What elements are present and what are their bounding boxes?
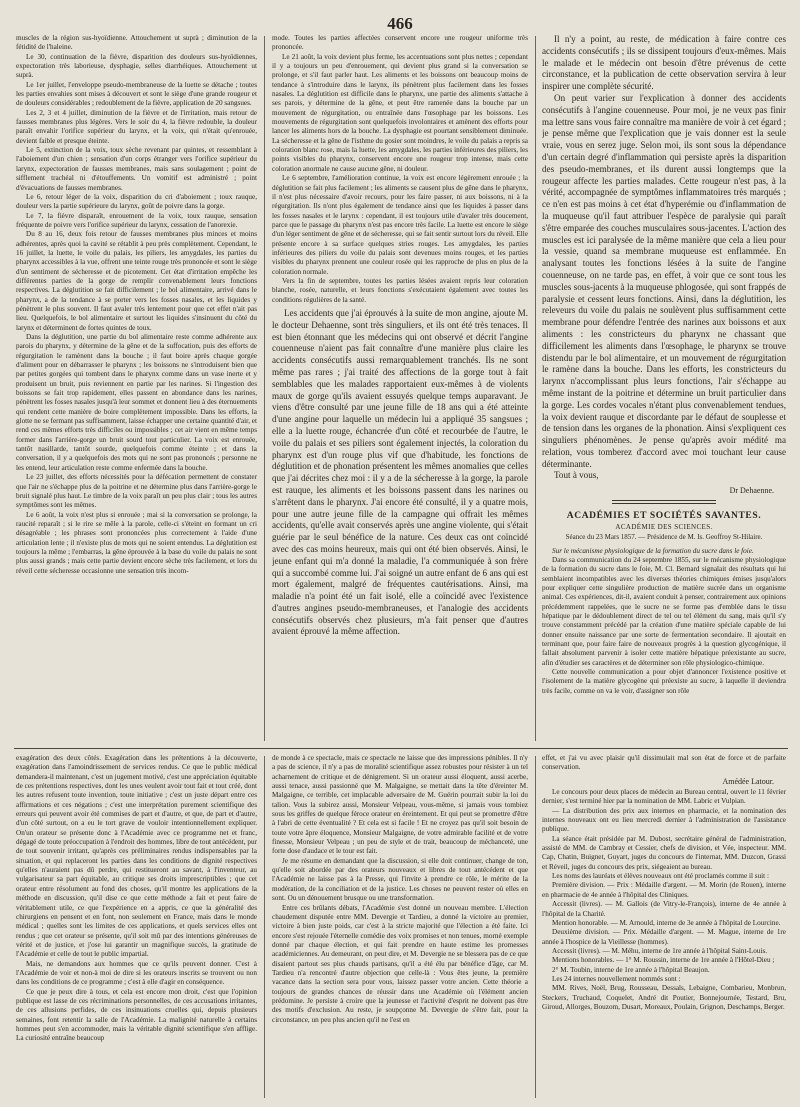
column-divider <box>264 756 265 1098</box>
top-column-2 <box>272 34 528 744</box>
paragraph: On peut varier sur l'explication à donner des accidents consécutifs à l'angine couenneuse. Pour moi, je ne veux pas finir ma lettre sans vous faire connaître ma manière de voir à cet égard ; je pense même que l'explication que je vais donner est la seule vraie, vous en serez juge. Selon moi, ils sont sous la dépendance d'un certain degré d'inflammation qui persiste après la disparition des pseudo-membranes, et ils durent aussi longtemps que la rougeur affecte les parties malades. Cette rougeur n'est pas, à la vérité, accompagnée de symptômes inflammatoires très marqués ; ce n'en est pas moins à cet état d'hyperémie ou d'inflammation de la muqueuse qu'il faut attribuer l'espèce de paralysie qui paraît s'être emparée des couches musculaires sous-jacentes. L'action des muscles est ici paralysée de la même manière que cela a lieu pour la vessie, quand sa membrane muqueuse est enflammée. En analysant toutes les fonctions lésées à la suite de l'angine couenneuse, on ne tarde pas, en effet, à voir que ce sont tous les muscles sous-jacents à la muqueuse phlogosée, qui sont frappés de paralysie et cessent leurs fonctions. Ainsi, dans la déglutition, les releveurs du voile du palais ne soulèvent plus suffisamment cette membrane pour défendre l'entrée des narines aux boissons et aux aliments : les constricteurs du pharynx ne chassant que difficilement les aliments dans l'œsophage, le pharynx se trouve distendu par le bol alimentaire, et un mouvement de régurgitation le ramène dans la bouche. Dans les efforts, les constricteurs du larynx n'accomplissant plus leurs fonctions, l'air s'échappe au même instant de la poitrine et détermine un bruit particulier dans la gorge. Les cordes vocales n'étant plus convenablement tendues, la voix devient rauque et discordante par le défaut de souplesse et de tension dans les organes de la phonation. Ainsi s'expliquent ces singuliers phénomènes. Je pense qu'après avoir médité ma relation, vous tomberez d'accord avec moi touchant leur cause déterminante. <box>542 92 786 469</box>
paragraph: Les noms des lauréats et élèves nouveaux ont été proclamés comme il suit : <box>552 872 769 881</box>
paragraph: Le 6, retour léger de la voix, disparition du cri d'aboiement ; toux rauque, douleur vers la partie supérieure du larynx, goût de poivre dans la gorge. <box>16 192 257 211</box>
paragraph: Le 21 août, la voix devient plus ferme, les accentuations sont plus nettes ; cependant il y a toujours un peu d'enrouement, qui devient plus grand si la conversation se prolonge, et s'il faut parler haut. Les aliments et les boissons ont beaucoup moins de tendance à s'introduire dans le larynx, ils pénètrent plus facilement dans les fosses nasales. La déglutition est difficile dans le pharynx, une partie des aliments s'attache à ses parois, y détermine de la gêne, et peut être ramenée dans la bouche par un mouvement de régurgitation, ou entraînée dans l'œsophage par les boissons. Les mouvements de régurgitation sont quelquefois involontaires et amènent des efforts pour lancer les aliments hors de la bouche. La dysphagie est pourtant sensiblement diminuée. La sécheresse et la gêne de l'isthme du gosier sont moindres, le voile du palais a repris sa coloration blanc rose, mais la luette, les amygdales, les parties inférieures des piliers, les points visibles du pharynx, conservent encore une rougeur trop intense, mais cette coloration anormale ne cause aucune gêne, ni douleur. <box>272 52 528 173</box>
paragraph: Ce que je peux dire à tous, et cela est encore mon droit, c'est que l'opinion publique est lasse de ces récriminations personnelles, de ces accusations irritantes, de ces allusions perfides, de ces insinuations cruelles qui, depuis plusieurs semaines, font retentir la salle de l'Académie. La malignité naturelle à certains hommes peut s'en accommoder, mais la véritable dignité scientifique s'en afflige. La curiosité entraîne beaucoup <box>16 987 257 1043</box>
paragraph: Le 5, extinction de la voix, toux sèche revenant par quintes, et ressemblant à l'aboiement d'un chien ; sensation d'un corps étranger vers l'orifice supérieur du larynx, expectoration de fausses membranes, mais sans soulagement ; point de sifflement trachéal ni d'étouffements. Un vomitif est administré ; point d'évacuations de fausses membranes. <box>16 146 257 192</box>
paragraph: Les 24 internes nouvellement nommés sont : <box>552 974 681 983</box>
paragraph: — La distribution des prix aux internes en pharmacie, et la nomination des internes nouveaux ont eu lieu mercredi dernier à l'administration de l'assistance publique. <box>542 806 786 834</box>
paragraph: Le 6 août, la voix n'est plus si enrouée ; mai si la conversation se prolonge, la raucité reparaît ; si le rire se mêle à la parole, celle-ci s'éteint en formant un cri désagréable ; les phrases sont prononcées plus correctement à l'aide d'une articulation lente ; il n'existe plus de mots qui ne soient entendus. La déglutition est toujours la même ; l'embarras, la gêne éprouvée à la base du voile du palais ne sont plus aussi grands ; mais cette partie devient encore sèche très facilement, et lors du réveil cette sécheresse occasionne une sensation très incom- <box>16 510 257 575</box>
paragraph: Le 30, continuation de la fièvre, disparition des douleurs sus-hyoïdiennes, expectoration très laborieuse, dysphagie, selles diarrhéiques. Attouchement ut suprà. <box>16 52 257 80</box>
paragraph: Les 2, 3 et 4 juillet, diminution de la fièvre et de l'irritation, mais retour de fausses membranes plus légères. Vers le soir du 4, la fièvre redouble, la douleur paraît envahir l'orifice supérieur du larynx, et la voix, qui n'était qu'enrouée, devient faible et presque éteinte. <box>16 108 257 145</box>
paragraph: exagération des deux côtés. Exagération dans les prétentions à la découverte, exagération dans l'amoindrissement de services rendus. Ce que le public médical demandera-il maintenant, c'est un jugement motivé, c'est une appréciation équitable de ces prétentions respectives, dont les unes veulent avoir tout fait et tout créé, dont les autres refusent toute invention, toute initiative ; c'est un juste départ entre ces affirmations et ces négations ; c'est une interprétation purement scientifique des erreurs qui peuvent avoir été commises de part et d'autre, et que, de part et d'autre, d'un côté surtout, on a eu le tort grave de vouloir intentionnellement expliquer. On'un orateur se présente donc à l'Académie avec ce programme net et franc, dégagé de toute préoccupation à l'endroit des hommes, libre de tout antécédent, pur de tout souvenir irritant, qu'après ces préliminaires rendus indispensables par la situation, et qui replaceront les parties dans les conditions de dignité respectives qu'elles n'auraient pas dû perdre, qui restitueront au savant, à l'inventeur, au vulgarisateur sa part équitable, au critique ses droits imprescriptibles ; que cet orateur entre résolument au fond des choses, qu'il montre les applications de la méthode en discussion, qu'il dise ce que cette méthode a fait et peut faire de véritablement utile, ce que l'expérience en a appris, ce que la généralité des chirurgiens en pensent et en font, non seulement en France, mais dans le monde médical ; quelles sont les limites de ces applications, et quels services elles ont rendus ; que cet orateur se présente, qu'il soit mû par des intentions généreuses de vérité et de justice, et j'ose lui garantir un magnifique succès, la gratitude de l'Académie et celle de tout le public impartial. <box>16 754 257 959</box>
section-subheading: ACADÉMIE DES SCIENCES. <box>615 522 713 531</box>
bottom-column-3 <box>542 754 786 1100</box>
paragraph: Les accidents que j'ai éprouvés à la suite de mon angine, ajoute M. le docteur Dehaenne, sont très singuliers, et ils ont été très tenaces. Il est bien étonnant que les médecins qui ont observé et décrit l'angine couenneuse n'aient pas fait connaître d'une manière plus claire les accidents consécutifs aussi remarquablement tranchés. Ils ne sont même pas rares ; j'ai traité des affections de la gorge tout à fait semblables que les malades rapportaient eux-mêmes à de violents maux de gorge qu'ils avaient essuyés quelque temps auparavant. Je viens d'être consulté par une jeune fille de 18 ans qui a été atteinte d'une angine pour laquelle un médecin lui a appliqué 35 sangsues ; elle a la luette rouge, échancrée d'un côté et recourbée de l'autre, le voile du palais et ses piliers sont également injectés, la coloration du pharynx est d'un rouge plus vif que d'habitude, les fonctions de déglutition et de phonation présentent les mêmes anomalies que celles que j'ai décrites chez moi : il y a de la sécheresse à la gorge, la parole est rauque, les aliments et les boissons passent dans les narines ou s'arrêtent dans le pharynx. J'ai encore été consulté, il y a quatre mois, pour une autre jeune fille de la campagne qui offrait les mêmes accidents, qu'elle avait conservés après une angine violente, qui s'était guérie par le seul bénéfice de la nature. Ces deux cas ont coïncidé avec des cas moins heureux, mais qui ont été bien observés. Ainsi, le jeune enfant qui m'a donné la maladie, l'a communiquée à son frère qui a succombé comme lui. J'ai soigné un autre enfant de 6 ans qui est mort également, malgré de fréquentes cautérisations. Ainsi, ma maladie n'a point été un fait isolé, elle a coïncidé avec l'existence d'autres angines pseudo-membraneuses, et l'analogie des accidents consécutifs observés chez plusieurs, m'a fait penser que d'autres avaient éprouvé la même affection. <box>272 307 528 637</box>
paragraph: Il n'y a point, au reste, de médication à faire contre ces accidents consécutifs ; ils se dissipent toujours d'eux-mêmes. Mais le malade et le médecin ont besoin d'être prévenus de cette circonstance, et la publication de cette observation servira à leur inspirer une complète sécurité. <box>542 34 786 92</box>
top-column-1 <box>16 34 257 744</box>
signature: Amédée Latour. <box>722 776 774 786</box>
paragraph: Le 1er juillet, l'enveloppe pseudo-membraneuse de la luette se détache ; toutes les parties envahies sont mises à découvert et sont le siège d'une grande rougeur et de douleurs considérables ; redoublement de la fièvre, application de 20 sangsues. <box>16 80 257 108</box>
paragraph: mode. Toutes les parties affectées conservent encore une rougeur uniforme très prononcée. <box>272 34 528 52</box>
signature: Dr Dehaenne. <box>729 486 774 496</box>
paragraph: Vers la fin de septembre, toutes les parties lésées avaient repris leur coloration blanche, rosée, naturelle, et leurs fonctions s'exécutaient également avec toutes les conditions régulières de la santé. <box>272 276 528 304</box>
paragraph: Entre ces brûlants débats, l'Académie s'est donné un nouveau membre. L'élection chaudement disputée entre MM. Devergie et Tardieu, a donné la victoire au premier, victoire à bien juste poids, car c'est à la stricte majorité que l'élection a été faite. Ici encore s'est rejouée l'éternelle comédie des voix promises et non tenues, morné exemple donné par chaque élection, et qui fait prendre en haute estime les promesses académiciennes. Au demeurant, on peut dire, et M. Devergie ne se blessera pas de ce que disaient partout ses plus chauds partisans, qu'il a été élu par bénéfice d'âge, car M. Tardieu n'a rencontré d'autre objection que celle-là : Vous êtes jeune, la première vacance dans la section sera pour vous, laissez passer votre ancien. Cette théorie a toujours de grandes chances de réussir dans une Académie où l'élément ancien prédomine. Je persiste à croire que la jeunesse et l'activité d'esprit ne doivent pas être des motifs d'exclusion. Au reste, je soupçonne M. Devergie de s'être fait, pour la circonstance, un peu plus ancien qu'il ne l'est en <box>272 903 528 1024</box>
topic-title: Sur le mécanisme physiologique de la formation du sucre dans le foie. <box>552 546 754 555</box>
section-heading: ACADÉMIES ET SOCIÉTÉS SAVANTES. <box>566 510 762 521</box>
paragraph: Mentions honorables. — 1° M. Roussin, interne de 1re année à l'Hôtel-Dieu ; <box>552 956 775 965</box>
paragraph: Le 7, la fièvre disparaît, enrouement de la voix, toux rauque, sensation fréquente de poivre vers l'orifice supérieur du larynx, cessation de l'anorexie. <box>16 211 257 229</box>
column-divider <box>535 36 536 741</box>
column-divider <box>264 36 265 741</box>
paragraph: de monde à ce spectacle, mais ce spectacle ne laisse que des impressions pénibles. Il n'y a pas de science, il n'y a pas de moralité scientifique assez robustes pour résister à un tel acharnement de critique et de dénigrement. Si un orateur aussi éloquent, aussi acerbe, aussi tenace, aussi passionné que M. Malgaigne, se mettait dans la tête d'éreinter M. Malgaigne, ce terrible, cet implacable adversaire de M. Guérin pourrait subir la loi du talion. Vous la subirez aussi, Monsieur Velpeau, vous-même, si jamais vous tombiez sous les griffes de quelque féroce orateur en éreintement. Et qui peut se promettre d'être à l'abri de cette éventualité ? Et cela est si facile ! Et ne croyez pas qu'il soit besoin de toute votre âpre éloquence, Monsieur Malgaigne, de votre admirable facilité et de votre finesse, Monsieur Velpeau ; un peu de style et de trait, beaucoup de méchanceté, une forte dose d'audace et le tour est fait. <box>272 754 528 856</box>
paragraph: Accessit (livres). — M. Gallois (de Vitry-le-François), interne de 4e année à l'hôpital de la Charité. <box>542 900 786 918</box>
paragraph: 2° M. Toubin, interne de 1re année à l'hôpital Beaujon. <box>552 965 710 974</box>
paragraph: Du 8 au 16, deux fois retour de fausses membranes plus minces et moins adhérentes, après quoi la cavité se rétablit à peu près complètement. Cependant, le 16 juillet, la luette, le voile du palais, les piliers, les amygdales, les parties du pharynx accessibles à la vue, offrent une teinte rouge très prononcée et sont le siège d'un sentiment de sécheresse et de picotement. Cet état d'irritation empêche les différentes parties de la gorge de remplir convenablement leurs fonctions respectives. La déglutition se fait difficilement ; le bol alimentaire, arrivé dans le pharynx, a de la tendance à se porter vers les fosses nasales, et les liquides y pénètrent le plus souvent. Il faut avaler très lentement pour que cet effet n'ait pas lieu. Quelquefois, le bol alimentaire et surtout les liquides s'insinuent du côté du larynx et déterminent de fortes quintes de toux. <box>16 230 257 332</box>
paragraph: Le 23 juillet, des efforts nécessités pour la défécation permettent de constater que l'air ne s'échappe plus de la poitrine et ne détermine plus dans l'arrière-gorge le bruit signalé plus haut. Le timbre de la voix paraît un peu plus clair ; tous les autres symptômes sont les mêmes. <box>16 473 257 510</box>
paragraph: Le concours pour deux places de médecin au Bureau central, ouvert le 11 février dernier, s'est terminé hier par la nomination de MM. Labric et Vulpian. <box>542 788 786 806</box>
paragraph: Le 6 septembre, l'amélioration continue, la voix est encore légèrement enrouée ; la déglutition se fait plus facilement ; les aliments se causent plus de gêne dans le pharynx, il n'est plus nécessaire d'avoir recours, pour les faire passer, ni aux boissons, ni à la régurgitation. Ils n'ont plus également de tendance ainsi que les liquides à passer dans les fosses nasales et le larynx : cependant, il est toujours utile d'avaler très doucement, parce que le passage du pharynx n'est pas encore très facile. La luette est encore le siège d'un léger sentiment de gêne et de sécheresse, qui se fait sentir surtout lors du réveil. Elle présente encore à sa surface quelques stries rouges. Les amygdales, les parties inférieures des piliers du voile du palais sont devenues moins rouges, et les parties visibles du pharynx prennent une couleur rosée qui les rapproche de plus en plus de la coloration normale. <box>272 174 528 276</box>
bottom-column-2 <box>272 754 528 1100</box>
paragraph: Accessit (livres). — M. Méhu, interne de 1re année à l'hôpital Saint-Louis. <box>552 946 768 955</box>
paragraph: Dans sa communication du 24 septembre 1855, sur le mécanisme physiologique de la formation du sucre dans le foie, M. Cl. Bernard signalait des résultats qui lui semblaient incompatibles avec les diverses théories chimiques émises jusqu'alors pour expliquer cette singulière production de matière sucrée dans un organisme animal. Ces expériences, dit-il, avaient conduit à penser, contrairement aux opinions précédemment rappelées, que le sucre ne se forme pas d'emblée dans le tissu hépatique par le dédoublement direct de tel ou tel élément du sang, mais qu'il s'y trouve constamment précédé par la création d'une matière spéciale capable de lui donner ensuite naissance par une sorte de fermentation secondaire. Il ajoutait en terminant que, pour faire faire de nouveaux progrès à la question glycogénique, il fallait absolument parvenir à isoler cette matière hépatique préexistante au sucre, afin d'étudier ses caractères et de déterminer son rôle physiologico-chimique. <box>542 556 786 667</box>
paragraph: muscles de la région sus-hyoïdienne. Attouchement ut suprà ; diminution de la fétidité de l'haleine. <box>16 34 257 52</box>
paragraph: effet, et j'ai vu avec plaisir qu'il dissimulait mal son état de force et de parfaite conservation. <box>542 754 786 772</box>
paragraph: Cette nouvelle communication a pour objet d'annoncer l'existence positive et l'isolement de la matière glycogène qui préexiste au sucre, à laquelle il deviendra très facile, comme on va le voir, d'assigner son rôle <box>542 668 786 695</box>
paragraph: Mais, ne demandons aux hommes que ce qu'ils peuvent donner. C'est à l'Académie de voir et non-à moi de dire si les orateurs inscrits se trouvent ou non dans les conditions de ce programme ; c'est à elle d'agir en conséquence. <box>16 959 257 987</box>
paragraph: Tout à vous, <box>554 470 599 481</box>
column-divider <box>535 756 536 1098</box>
paragraph: Deuxième division. — Prix. Médaille d'argent. — M. Mague, interne de 1re année à l'hospice de la Vieillesse (hommes). <box>542 928 786 946</box>
page-number: 466 <box>387 14 413 33</box>
bottom-column-1 <box>16 754 257 1100</box>
paragraph: MM. Rives, Noël, Brug, Rousseau, Dessals, Lebaigne, Combarieu, Monbrun, Steckers, Truchaud, Coquelet, André dit Poutier, Bonnejournée, Testard, Bru, Giroud, Allorges, Bouzom, Dusart, Moreaux, Poulain, Grignon, Deschamps, Berger. <box>542 984 786 1011</box>
paragraph: La séance était présidée par M. Dubost, secrétaire général de l'administration, assisté de MM. de Cambray et Cessier, chefs de division, et Vée, inspecteur. MM. Cap, Chatin, Buignet, Guyart, juges du concours de l'internat, MM. Duzcon, Grassi et Réveil, juges du concours des prix, siégeaient au bureau. <box>542 834 786 871</box>
session-date: Séance du 23 Mars 1857. — Présidence de M. Is. Geoffroy St-Hilaire. <box>565 533 763 542</box>
section-rule <box>612 500 716 504</box>
paragraph: Je me résume en demandant que la discussion, si elle doit continuer, change de ton, qu'elle soit abordée par des orateurs nouveaux et libres de tout antécédent et que l'Académie ne laisse pas à la Presse, qui l'invite à prendre ce rôle, le mérite de la modération, de la conciliation et de la justice. Les choses ne peuvent rester où elles en sont. Ou un dénouement brusque ou une transformation. <box>272 856 528 903</box>
paragraph: Dans la déglutition, une partie du bol alimentaire reste comme adhérente aux parois du pharynx, y détermine de la gêne et de la suffocation, puis des efforts de régurgitation le ramènent dans la bouche ; il faut boire après chaque gorgée d'aliment pour en débarrasser le pharynx ; les boissons ne s'introduisent bien que par petites gorgées qui tombent dans le pharynx comme dans un vase inerte et y produisent un bruit, puis reviennent en partie par les narines. Si l'ingestion des boissons se fait trop rapidement, elles passent en abondance dans les narines, pénètrent les fosses nasales jusqu'à leur sommet et donnent lieu à des éternuements qui rendent cette manière de boire complètement impossible. Dans les efforts, la glotte ne se fermant pas suffisamment, laisse échapper une certaine quantité d'air, et rend ces mêmes efforts très difficiles ou impossibles ; cet air vient en même temps former dans l'arrière-gorge un bruit sourd tout particulier. La voix est enrouée, tantôt nasillarde, tantôt sourde, quelquefois comme éteinte ; et dans la conversation, il y a quelquefois des mots qui ne sont pas prononcés ; personne ne les entend, leur articulation reste comme enfermée dans la bouche. <box>16 333 257 472</box>
paragraph: Première division. — Prix : Médaille d'argent. — M. Morin (de Rouen), interne en pharmacie de 4e année à l'hôpital des Cliniques. <box>542 881 786 899</box>
horizontal-separator <box>14 748 788 749</box>
top-column-3 <box>542 34 786 744</box>
paragraph: Mention honorable. — M. Arnould, interne de 3e année à l'hôpital de Lourcine. <box>552 918 781 927</box>
